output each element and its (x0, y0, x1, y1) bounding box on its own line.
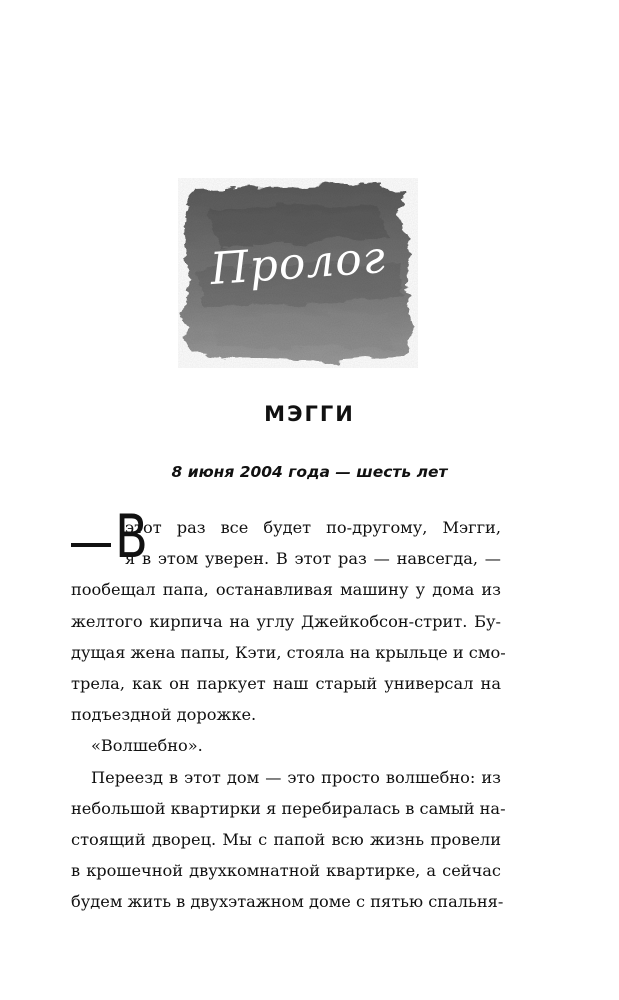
drop-cap-block (71, 502, 148, 572)
character-heading: МЭГГИ (264, 402, 355, 426)
text-line: дущая жена папы, Кэти, стояла на крыльце и смо- (71, 642, 506, 662)
text-line: «Волшебно». (91, 736, 203, 756)
text-line: Переезд в этот дом — это просто волшебно: из (91, 767, 501, 787)
body-text (71, 502, 506, 917)
text-line: будем жить в двухэтажном доме с пятью спальня- (71, 892, 504, 912)
text-line: я в этом уверен. В этот раз — навсегда, — (125, 549, 501, 569)
chapter-title: Пролог (208, 231, 388, 296)
text-line: этот раз все будет по-другому, Мэгги, (125, 518, 501, 537)
em-dash (71, 543, 111, 547)
text-line: желтого кирпича на углу Джейкобсон-стрит. Бу- (71, 611, 501, 631)
text-line: в крошечной двухкомнатной квартирке, а сейчас (71, 861, 501, 881)
text-line: пообещал папа, останавливая машину у дома из (71, 580, 501, 600)
text-line: трела, как он паркует наш старый универсал на (71, 673, 501, 693)
text-line: подъездной дорожке. (71, 705, 257, 725)
text-line: стоящий дворец. Мы с папой всю жизнь провели (71, 829, 501, 849)
drop-cap-letter: В (115, 502, 148, 572)
date-subheading: 8 июня 2004 года — шесть лет (171, 463, 448, 481)
opening-paragraph-start (71, 502, 501, 574)
text-line: небольшой квартирки я перебиралась в самый на- (71, 798, 506, 818)
